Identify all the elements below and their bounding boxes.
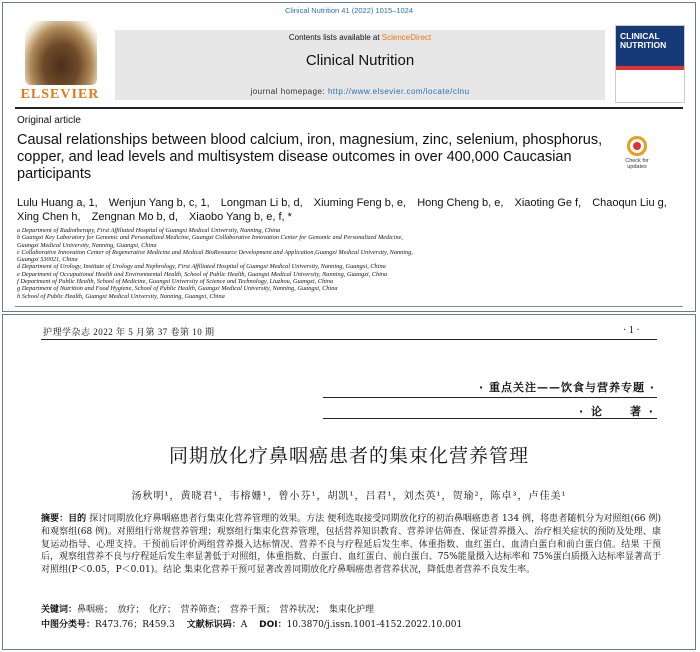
article-type: Original article [17, 115, 81, 126]
article-title: Causal relationships between blood calcium, iron, magnesium, zinc, selenium, phosphorus, copper, and lead levels and multisystem disease outcomes in over 400,000 Caucasian participants [17, 132, 603, 182]
elsevier-logo [15, 21, 105, 103]
homepage-link[interactable]: http://www.elsevier.com/locate/clnu [327, 87, 470, 96]
affiliation: f Department of Public Health, School of Medicine, Guangxi University of Science and Technology, Liuzhou, Guangxi, China [17, 278, 334, 286]
journal-reference[interactable]: Clinical Nutrition 41 (2022) 1015–1024 [285, 6, 413, 15]
keywords-text: 鼻咽癌； 放疗； 化疗； 营养筛查； 营养干预； 营养状况； 集束化护理 [77, 605, 375, 615]
cover-stripe [616, 66, 684, 70]
author-list [17, 196, 677, 224]
article-type: · 论 著 · [578, 405, 655, 418]
journal-banner [115, 30, 605, 100]
affiliation: g Department of Nutrition and Food Hygiene, School of Public Health, Guangxi Medical University, Nanning, Guangxi, China [17, 285, 338, 293]
abstract-label: 摘要：目的 [41, 514, 87, 524]
doi-link[interactable]: 10.3870/j.issn.1001-4152.2022.10.001 [286, 620, 463, 630]
author-name[interactable]: Xing Chen h, [17, 211, 81, 223]
author-name[interactable]: Longman Li b, d, [220, 197, 303, 209]
journal-homepage [115, 87, 605, 96]
english-paper-header [2, 2, 696, 312]
homepage-prefix: journal homepage: [250, 87, 326, 96]
contents-line [115, 33, 605, 42]
crossmark-icon [627, 136, 647, 156]
cover-title-line-1: CLINICAL [620, 31, 660, 41]
affiliation: h School of Public Health, Guangxi Medical University, Nanning, Guangxi, China [17, 292, 225, 300]
journal-cover[interactable] [615, 25, 685, 103]
affiliation: Guangxi Medical University, Nanning, Guangxi, China [17, 241, 157, 249]
author-list: 汤秋明¹，黄晓君¹，韦榕姗¹，曾小芬¹，胡凯¹，吕君¹，刘杰英¹，贺瑜²，陈卓³，卢佳美¹ [131, 491, 567, 502]
footer-rule [15, 306, 683, 307]
abstract [41, 513, 661, 577]
check-for-updates-label: Check for updates [625, 158, 649, 170]
classification-label: 中图分类号： [41, 620, 96, 630]
classification-value: R473.76；R459.3 [95, 620, 175, 630]
author-name[interactable]: Zengnan Mo b, d, [91, 211, 178, 223]
affiliation: b Guangxi Key Laboratory for Genomic and Personalized Medicine, Guangxi Collaborative Innovation Center for Genomic and Personalized Medicine, [17, 234, 403, 242]
author-name[interactable]: Chaoqun Liu g, [592, 197, 667, 209]
doc-code-label: 文献标识码： [186, 620, 241, 630]
elsevier-tree-icon [25, 21, 97, 85]
classification-line [41, 617, 661, 630]
journal-line: 护理学杂志 2022 年 5 月第 37 卷第 10 期 [43, 327, 215, 337]
header-rule [15, 107, 683, 109]
check-for-updates-button[interactable] [617, 136, 657, 176]
cover-band [616, 26, 684, 66]
author-name[interactable]: Xiaobo Yang b, e, f, * [188, 211, 292, 223]
affiliation: a Department of Radiotherapy, First Affiliated Hospital of Guangxi Medical University, Nanning, China [17, 227, 281, 234]
topic-heading: · 重点关注——饮食与营养专题 · [478, 381, 655, 394]
page-number: · 1 · [623, 325, 640, 336]
article-title: 同期放化疗鼻咽癌患者的集束化营养管理 [168, 445, 529, 467]
keywords [41, 602, 661, 615]
affiliation: Guangxi 530021, China [17, 256, 78, 264]
keywords-label: 关键词： [41, 605, 78, 615]
affiliation-list [17, 227, 677, 300]
doi-label: DOI： [259, 620, 287, 630]
cover-title-line-2: NUTRITION [620, 40, 667, 50]
journal-name: Clinical Nutrition [305, 52, 415, 69]
chinese-paper-header [2, 314, 696, 650]
abstract-text: 探讨同期放化疗鼻咽癌患者行集束化营养管理的效果。方法 便利选取接受同期放化疗的初治鼻咽癌患者 134 例，将患者随机分为对照组(66 例)和观察组(68 例)。对照组行常规营养管理；观察组行集束化营养管理，包括营养知识教育、营养评估筛查、保证营养摄入、治疗相关症状的预防及处理、康复运动指导、心理支持。干预前后评价两组营养摄入达标情况、营养不良与疗程延后发生率、体重指数、血红蛋白、血清白蛋白和前白蛋白值。结果 干预后，观察组营养不良与疗程延后发生率显著低于对照组，体重指数、白蛋白、血红蛋白、前白蛋白、75%能量摄入达标率和 75%蛋白质摄入达标率显著高于对照组(P＜0.05，P＜0.01)。结论 集束化营养干预可显著改善同期放化疗鼻咽癌患者营养状况，降低患者营养不良发生率。 [41, 514, 661, 576]
author-name[interactable]: Xiaoting Ge f, [514, 197, 582, 209]
author-name[interactable]: Hong Cheng b, e, [417, 197, 504, 209]
contents-prefix: Contents lists available at [288, 33, 380, 42]
affiliation: e Department of Occupational Health and Environmental Health, School of Public Health, Guangxi Medical University, Nanning, Guangxi, China [17, 270, 388, 278]
header-rule [41, 339, 657, 340]
author-name[interactable]: Wenjun Yang b, c, 1, [108, 197, 210, 209]
affiliation: c Collaborative Innovation Center of Regenerative Medicine and Medical BioResource Development and Application,Guangxi Medical University, Nanning, [17, 248, 413, 256]
author-name[interactable]: Lulu Huang a, 1, [17, 197, 98, 209]
sciencedirect-link[interactable]: ScienceDirect [381, 33, 432, 42]
publisher-name: ELSEVIER [20, 87, 100, 102]
cover-title [620, 32, 666, 50]
topic-rule-top [323, 397, 657, 398]
affiliation: d Department of Urology, Institute of Urology and Nephrology, First Affiliated Hospital of Guangxi Medical University, Nanning, Guangxi, China [17, 263, 386, 271]
doc-code-value: A [240, 620, 248, 630]
author-name[interactable]: Xiuming Feng b, e, [313, 197, 407, 209]
